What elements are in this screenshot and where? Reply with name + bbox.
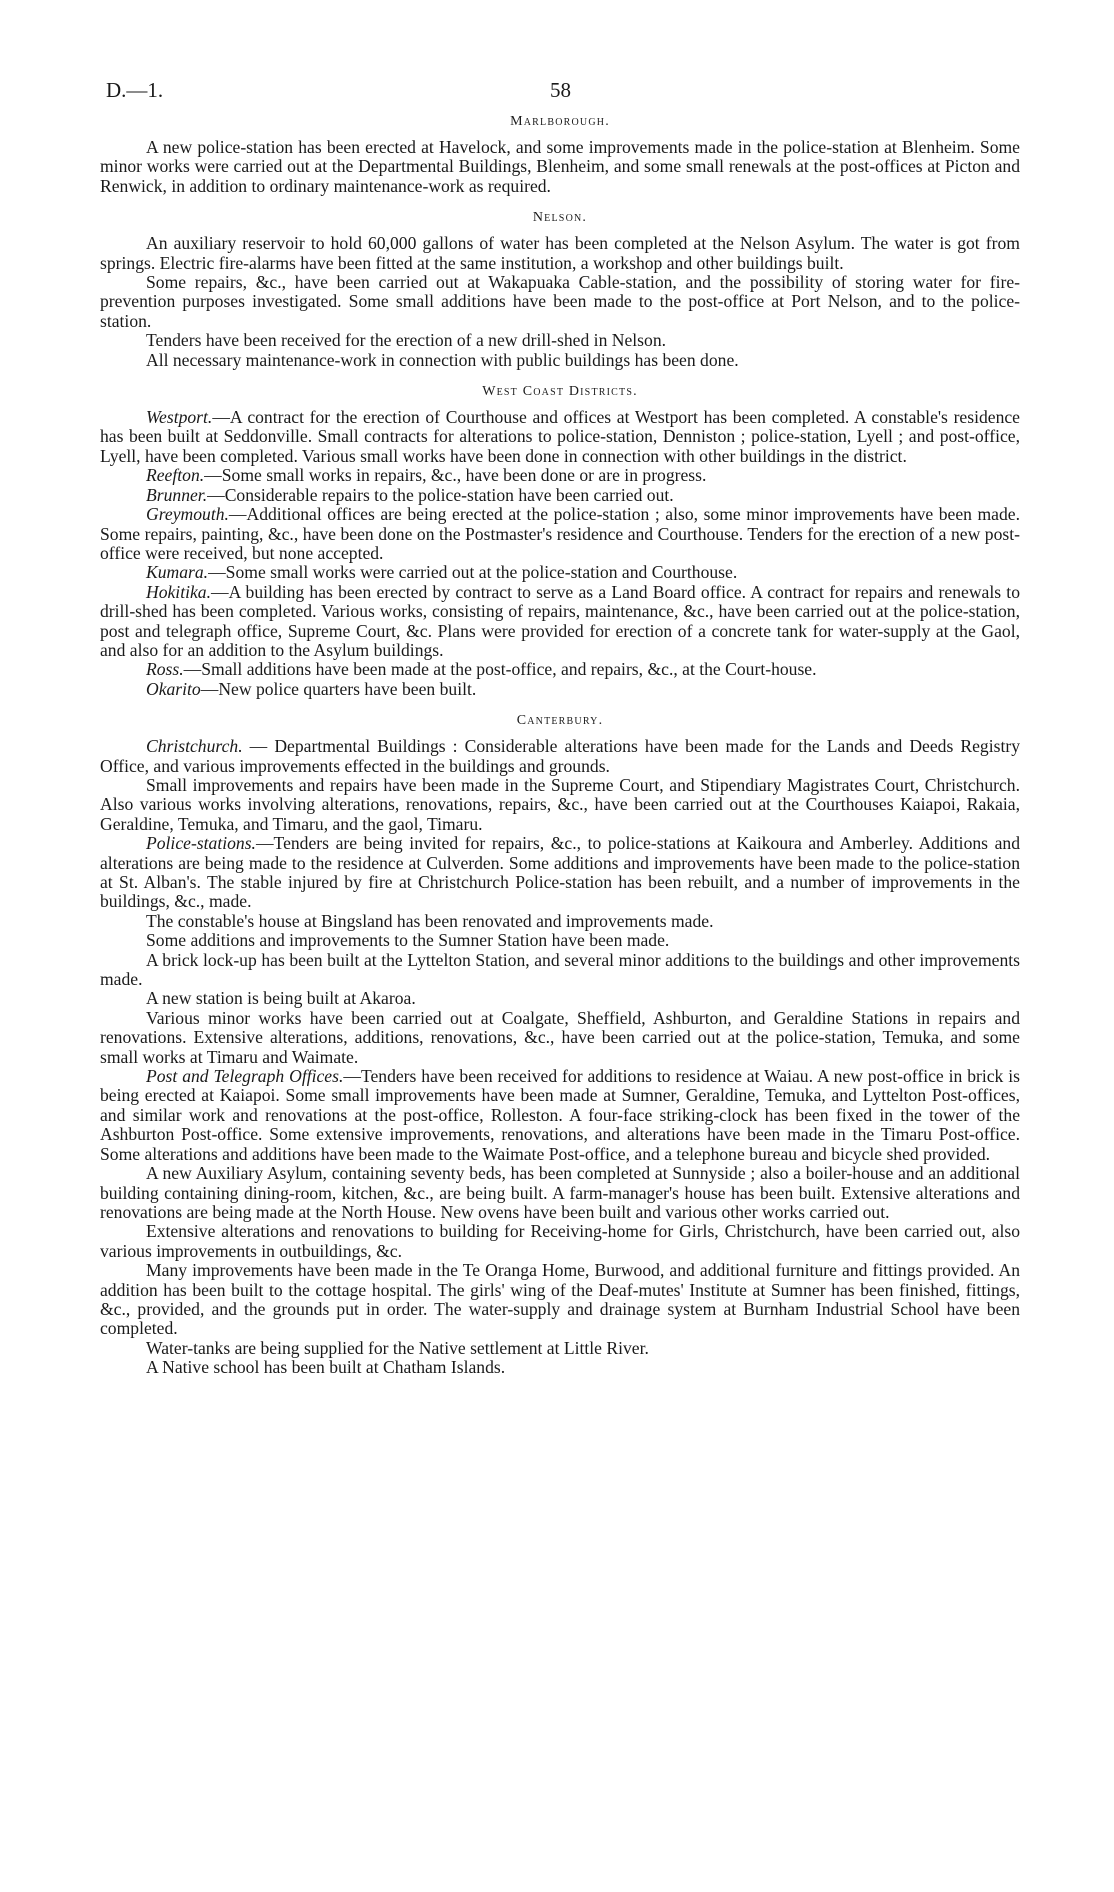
section-title: West Coast Districts. — [482, 384, 638, 400]
paragraph-text: —Some small works were carried out at the police-station and Courthouse. — [208, 562, 738, 583]
paragraph — [100, 1222, 1020, 1261]
paragraph-lead: Christchurch. — [146, 736, 243, 757]
paragraph — [100, 1358, 1020, 1377]
paragraph-text: —Tenders are being invited for repairs, &c., to police-stations at Kaikoura and Amberley. Additions and alterations are being made to the residence at Culverden. Some additions and improvements have been made to the police-station at St. Alban's. The stable injured by fire at Christchurch Police-station has been rebuilt, and a number of improvements in the buildings, &c., made. — [100, 833, 1020, 912]
paragraph-text: Small improvements and repairs have been made in the Supreme Court, and Stipendiary Magistrates Court, Christchurch. Also various works involving alterations, renovations, repairs, &c., have been carried out at the Courthouses Kaiapoi, Rakaia, Geraldine, Temuka, and Timaru, and the gaol, Timaru. — [100, 774, 1020, 834]
paragraph-text: — Departmental Buildings : Considerable alterations have been made for the Lands and Deeds Registry Office, and various improvements effected in the buildings and grounds. — [100, 736, 1020, 776]
paragraph-text: Many improvements have been made in the Te Oranga Home, Burwood, and additional furniture and fittings provided. An addition has been built to the cottage hospital. The girls' wing of the Deaf-mutes' Institute at Sumner has been finished, fittings, &c., provided, and the grounds put in order. The water-supply and drainage system at Burnham Industrial School have been completed. — [100, 1260, 1020, 1339]
section-title: Canterbury. — [516, 713, 604, 729]
paragraph — [100, 1261, 1020, 1339]
paragraph — [100, 1164, 1020, 1222]
paragraph — [100, 486, 1020, 505]
paragraph — [100, 331, 1020, 350]
paragraph-text: A Native school has been built at Chatham Islands. — [146, 1357, 506, 1378]
paragraph-text: Some repairs, &c., have been carried out at Wakapuaka Cable-station, and the possibility of storing water for fire-prevention purposes investigated. Some small additions have been made to the post-office at Port Nelson, and to the police-station. — [100, 272, 1020, 331]
paragraph-text: —Tenders have been received for additions to residence at Waiau. A new post-office in brick is being erected at Kaiapoi. Some small improvements have been made at Sumner, Geraldine, Temuka, and Lyttelton Post-offices, and similar work and renovations at the post-office, Rolleston. A four-face striking-clock has been fixed in the tower of the Ashburton Post-office. Some extensive improvements, renovations, and alterations have been made in the Timaru Post-office. Some alterations and additions have been made to the Waimate Post-office, and a telephone bureau and bicycle shed provided. — [100, 1066, 1021, 1164]
paragraph-lead: Okarito — [146, 678, 201, 699]
paragraph — [100, 931, 1020, 950]
paragraph — [100, 737, 1020, 776]
paragraph-text: Extensive alterations and renovations to building for Receiving-home for Girls, Christchurch, have been carried out, also various improvements in outbuildings, &c. — [100, 1221, 1020, 1261]
paragraph-text: A new police-station has been erected at Havelock, and some improvements made in the police-station at Blenheim. Some minor works were carried out at the Departmental Buildings, Blenheim, and some small renewals at the post-offices at Picton and Renwick, in addition to ordinary maintenance-work as required. — [100, 137, 1020, 196]
paragraph-text: A brick lock-up has been built at the Lyttelton Station, and several minor additions to the buildings and other improvements made. — [100, 949, 1020, 990]
paragraph-text: —Some small works in repairs, &c., have been done or are in progress. — [204, 465, 707, 486]
paragraph-text: Some additions and improvements to the Sumner Station have been made. — [146, 930, 670, 951]
section-title: Nelson. — [532, 210, 588, 226]
paragraph-text: —Considerable repairs to the police-station have been carried out. — [207, 484, 674, 505]
paragraph-text: —Additional offices are being erected at the police-station ; also, some minor improvements have been made. Some repairs, painting, &c., have been done on the Postmaster's residence and Courthouse. Tenders for the erection of a new post-office were received, but none accepted. — [100, 504, 1020, 563]
paragraph — [100, 408, 1020, 466]
paragraph-lead: Hokitika. — [146, 581, 211, 602]
paragraph — [100, 351, 1020, 370]
paragraph — [100, 563, 1020, 582]
paragraph-text: The constable's house at Bingsland has been renovated and improvements made. — [146, 910, 714, 931]
paragraph — [100, 680, 1020, 699]
paragraph — [100, 466, 1020, 485]
paragraph-text: Various minor works have been carried out at Coalgate, Sheffield, Ashburton, and Geraldine Stations in repairs and renovations. Extensive alterations, additions, renovations, &c., have been carried out at the police-station, Temuka, and some small works at Timaru and Waimate. — [100, 1007, 1020, 1067]
paragraph-text: —A contract for the erection of Courthouse and offices at Westport has been completed. A constable's residence has been built at Seddonville. Small contracts for alterations to police-station, Denniston ; police-station, Lyell ; and post-office, Lyell, have been completed. Various small works have been done in connection with other buildings in the district. — [100, 407, 1020, 466]
paragraph-text: —Small additions have been made at the post-office, and repairs, &c., at the Court-house. — [183, 659, 817, 680]
paragraph — [100, 912, 1020, 931]
paragraph-text: An auxiliary reservoir to hold 60,000 gallons of water has been completed at the Nelson Asylum. The water is got from springs. Electric fire-alarms have been fitted at the same institution, a workshop and other buildings built. — [100, 233, 1020, 273]
paragraph-text: Tenders have been received for the erection of a new drill-shed in Nelson. — [146, 330, 667, 351]
paragraph — [100, 138, 1020, 196]
paragraph-lead: Police-stations. — [146, 833, 256, 854]
paragraph-lead: Kumara. — [146, 562, 209, 583]
paragraph — [100, 1339, 1020, 1358]
paragraph — [100, 273, 1020, 331]
paragraph-lead: Westport. — [146, 407, 213, 428]
paragraph — [100, 234, 1020, 273]
paragraph-lead: Brunner. — [146, 484, 208, 505]
paragraph — [100, 989, 1020, 1008]
paragraph — [100, 1009, 1020, 1067]
paragraph-lead: Ross. — [146, 659, 184, 680]
page-header — [100, 72, 1020, 112]
document-reference: D.—1. — [106, 78, 164, 102]
paragraph — [100, 834, 1020, 912]
paragraph-text: Water-tanks are being supplied for the Native settlement at Little River. — [146, 1337, 649, 1358]
document-page — [100, 72, 1020, 1378]
paragraph — [100, 660, 1020, 679]
paragraph-lead: Greymouth. — [146, 504, 229, 525]
paragraph — [100, 776, 1020, 834]
paragraph-text: —New police quarters have been built. — [200, 678, 477, 699]
paragraph-text: A new station is being built at Akaroa. — [146, 988, 416, 1009]
paragraph — [100, 505, 1020, 563]
paragraph-lead: Post and Telegraph Offices. — [146, 1066, 344, 1087]
paragraph-text: All necessary maintenance-work in connection with public buildings has been done. — [146, 349, 739, 370]
paragraph — [100, 583, 1020, 661]
paragraph — [100, 1067, 1020, 1164]
paragraph-text: —A building has been erected by contract to serve as a Land Board office. A contract for repairs and renewals to drill-shed has been completed. Various works, consisting of repairs, maintenance, &c., have been carried out at the police-station, post and telegraph office, Supreme Court, &c. Plans were provided for erection of a concrete tank for water-supply at the Gaol, and also for an addition to the Asylum buildings. — [100, 581, 1020, 660]
page-number: 58 — [550, 78, 571, 102]
section-title: Marlborough. — [510, 114, 610, 129]
paragraph-text: A new Auxiliary Asylum, containing seventy beds, has been completed at Sunnyside ; also a boiler-house and an additional building containing dining-room, kitchen, &c., are being built. A farm-manager's house has been built. Extensive alterations and renovations are being made at the North House. New ovens have been built and various other works carried out. — [100, 1163, 1020, 1222]
document-body — [100, 114, 1020, 1378]
paragraph-lead: Reefton. — [146, 465, 205, 486]
paragraph — [100, 951, 1020, 990]
